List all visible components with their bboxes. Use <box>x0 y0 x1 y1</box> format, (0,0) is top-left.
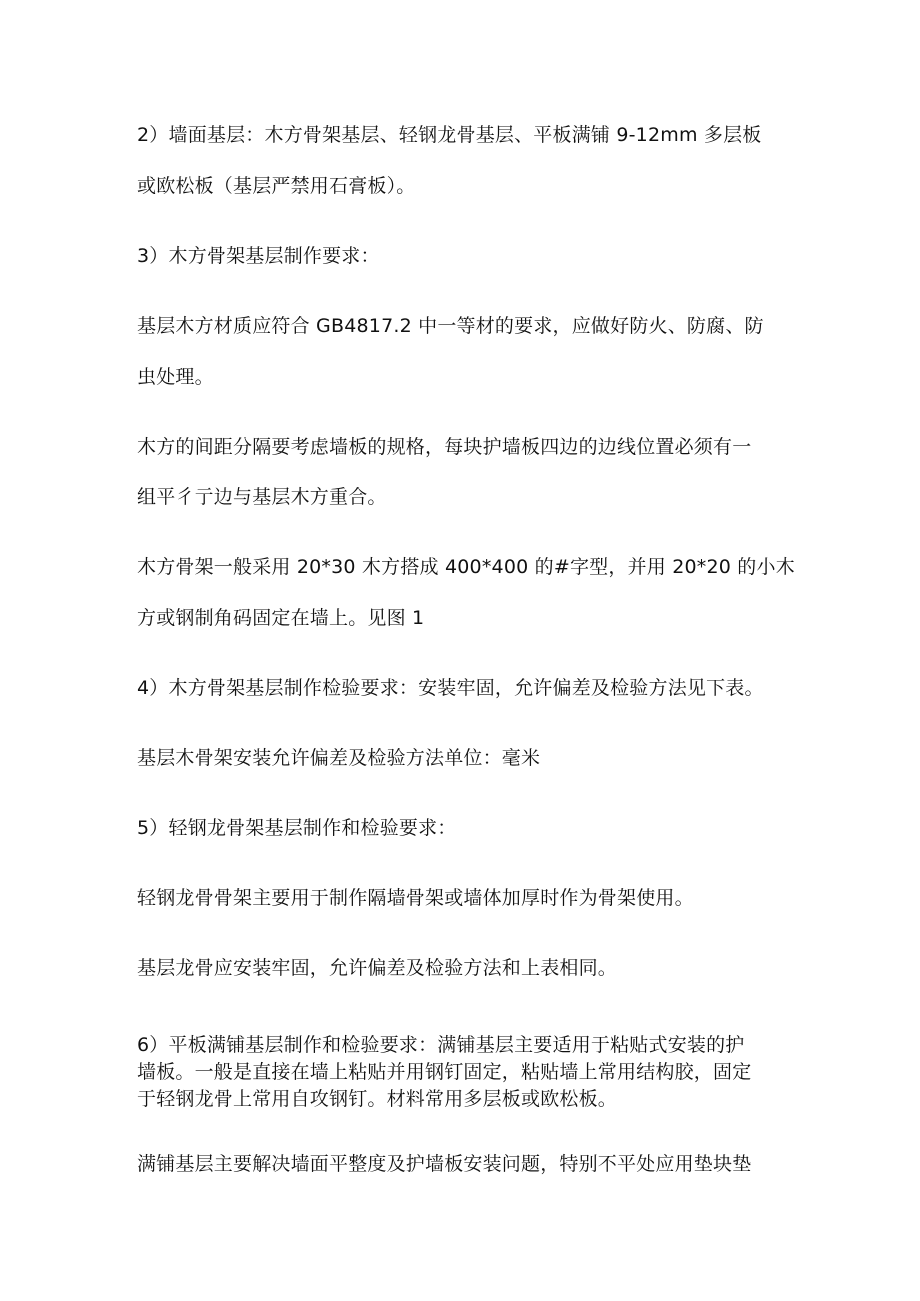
line-flat-board-cont-1: 墙板。一般是直接在墙上粘贴并用钢钉固定，粘贴墙上常用结构胶，固定 <box>137 1061 752 1083</box>
line-wood-frame-spec: 木方骨架一般采用 20*30 木方搭成 400*400 的#字型，并用 20*20 的小木 <box>137 556 795 578</box>
line-wall-base-cont: 或欧松板（基层严禁用石膏板）。 <box>137 175 416 197</box>
line-wall-base: 2）墙面基层：木方骨架基层、轻钢龙骨基层、平板满铺 9-12mm 多层板 <box>137 124 762 146</box>
line-tolerance-table-caption: 基层木骨架安装允许偏差及检验方法单位：毫米 <box>137 747 541 769</box>
line-wood-inspection-heading: 4）木方骨架基层制作检验要求：安装牢固，允许偏差及检验方法见下表。 <box>137 677 764 699</box>
line-steel-keel-usage: 轻钢龙骨骨架主要用于制作隔墙骨架或墙体加厚时作为骨架使用。 <box>137 887 694 909</box>
line-keel-install: 基层龙骨应安装牢固，允许偏差及检验方法和上表相同。 <box>137 957 618 979</box>
line-wood-frame-spec-cont: 方或钢制角码固定在墙上。见图 1 <box>137 607 425 629</box>
line-steel-keel-heading: 5）轻钢龙骨架基层制作和检验要求： <box>137 817 457 839</box>
line-full-base-purpose: 满铺基层主要解决墙面平整度及护墙板安装问题，特别不平处应用垫块垫 <box>137 1153 752 1175</box>
line-flat-board-cont-2: 于轻钢龙骨上常用自攻钢钉。材料常用多层板或欧松板。 <box>137 1088 618 1110</box>
line-wood-material: 基层木方材质应符合 GB4817.2 中一等材的要求，应做好防火、防腐、防 <box>137 315 764 337</box>
line-wood-spacing-cont: 组平彳亍边与基层木方重合。 <box>137 486 387 508</box>
line-flat-board-heading: 6）平板满铺基层制作和检验要求：满铺基层主要适用于粘贴式安装的护 <box>137 1034 745 1056</box>
line-wood-material-cont: 虫处理。 <box>137 366 214 388</box>
line-wood-frame-heading: 3）木方骨架基层制作要求： <box>137 245 380 267</box>
line-wood-spacing: 木方的间距分隔要考虑墙板的规格，每块护墙板四边的边线位置必须有一 <box>137 436 752 458</box>
